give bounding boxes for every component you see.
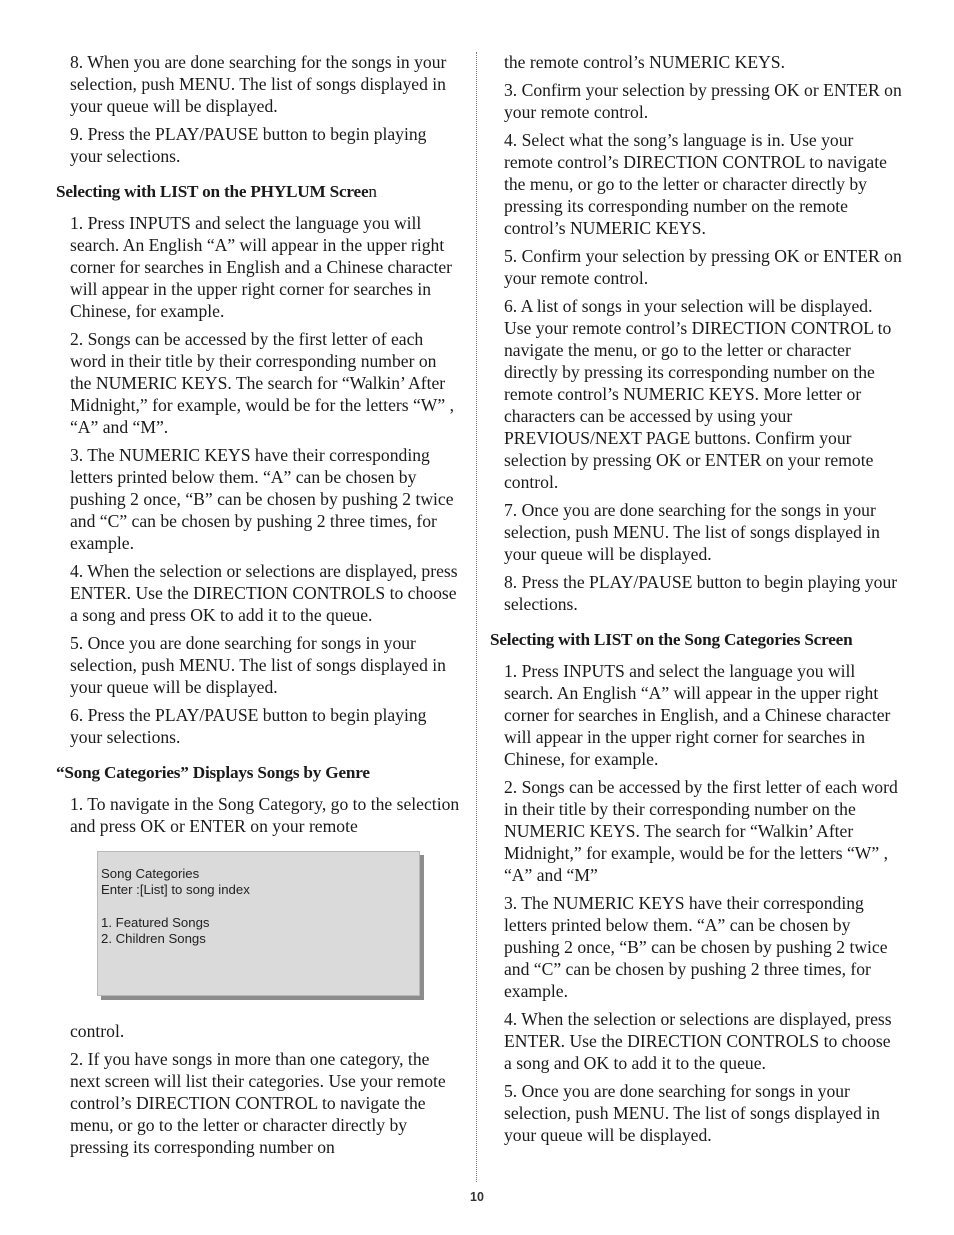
paragraph: 5. Once you are done searching for songs in your selection, push MENU. The list of songs displayed in your queue will be displayed.: [70, 633, 446, 697]
paragraph: 2. Songs can be accessed by the first letter of each word in their title by their corresponding number on the NUMERIC KEYS. The search for “Walkin’ After Midnight,” for example, would be for the letters “W” , “A” and “M”.: [70, 329, 455, 437]
section-heading: [56, 181, 461, 203]
paragraph: the remote control’s NUMERIC KEYS.: [504, 52, 785, 72]
paragraph: 6. Press the PLAY/PAUSE button to begin playing your selections.: [70, 705, 427, 747]
screen-option: 2. Children Songs: [101, 931, 206, 946]
paragraph: 6. A list of songs in your selection will be displayed. Use your remote control’s DIRECTION CONTROL to navigate the menu, or go to the letter or character directly by pressing its corresponding number on the remote control’s NUMERIC KEYS. More letter or characters can be accessed by using your PREVIOUS/NEXT PAGE buttons. Confirm your selection by pressing OK or ENTER on your remote control.: [504, 296, 892, 492]
paragraph: 5. Once you are done searching for songs in your selection, push MENU. The list of songs displayed in your queue will be displayed.: [504, 1081, 880, 1145]
column-divider: [476, 52, 477, 1182]
paragraph: 3. Confirm your selection by pressing OK or ENTER on your remote control.: [504, 80, 902, 122]
paragraph: control.: [70, 1021, 125, 1041]
paragraph: 1. Press INPUTS and select the language you will search. An English “A” will appear in the upper right corner for searches in English and a Chinese character will appear in the upper right corner for searches in Chinese, for example.: [70, 213, 453, 321]
left-column: [56, 51, 461, 1164]
paragraph: 4. When the selection or selections are displayed, press ENTER. Use the DIRECTION CONTROLS to choose a song and press OK to add it to the queue.: [70, 561, 458, 625]
paragraph: 4. Select what the song’s language is in. Use your remote control’s DIRECTION CONTROL to navigate the menu, or go to the letter or character directly by pressing its corresponding number on the remote control’s NUMERIC KEYS.: [504, 130, 887, 238]
paragraph: 3. The NUMERIC KEYS have their corresponding letters printed below them. “A” can be chosen by pushing 2 once, “B” can be chosen by pushing 2 twice and “C” can be chosen by pushing 2 three times, for example.: [70, 445, 454, 553]
page-number: 10: [470, 1190, 484, 1204]
paragraph: 1. To navigate in the Song Category, go to the selection and press OK or ENTER on your remote: [70, 794, 460, 836]
paragraph: 2. Songs can be accessed by the first letter of each word in their title by their corresponding number on the NUMERIC KEYS. The search for “Walkin’ After Midnight,” for example, would be for the letters “W” , “A” and “M”: [504, 777, 898, 885]
song-categories-screen: [97, 851, 420, 996]
section-heading-tail: n: [368, 182, 377, 201]
paragraph: 8. Press the PLAY/PAUSE button to begin playing your selections.: [504, 572, 898, 614]
screen-title: Song Categories: [101, 866, 200, 881]
section-heading: “Song Categories” Displays Songs by Genre: [56, 763, 370, 782]
paragraph: 7. Once you are done searching for the songs in your selection, push MENU. The list of songs displayed in your queue will be displayed.: [504, 500, 880, 564]
section-heading: Selecting with LIST on the Song Categories Screen: [490, 630, 853, 649]
paragraph: 9. Press the PLAY/PAUSE button to begin playing your selections.: [70, 124, 427, 166]
paragraph: 3. The NUMERIC KEYS have their corresponding letters printed below them. “A” can be chosen by pushing 2 once, “B” can be chosen by pushing 2 twice and “C” can be chosen by pushing 2 three times, for example.: [504, 893, 888, 1001]
paragraph: 8. When you are done searching for the songs in your selection, push MENU. The list of songs displayed in your queue will be displayed.: [70, 52, 447, 116]
paragraph: 1. Press INPUTS and select the language you will search. An English “A” will appear in the upper right corner for searches in English, and a Chinese character will appear in the upper right corner for searches in Chinese, for example.: [504, 661, 891, 769]
paragraph: 2. If you have songs in more than one category, the next screen will list their categories. Use your remote control’s DIRECTION CONTROL to navigate the menu, or go to the letter or character directly by pressing its corresponding number on: [70, 1049, 446, 1157]
screen-subtitle: Enter :[List] to song index: [101, 882, 250, 897]
paragraph: 4. When the selection or selections are displayed, press ENTER. Use the DIRECTION CONTROLS to choose a song and OK to add it to the queue.: [504, 1009, 892, 1073]
paragraph: 5. Confirm your selection by pressing OK or ENTER on your remote control.: [504, 246, 902, 288]
screen-option: 1. Featured Songs: [101, 915, 210, 930]
section-heading-text: Selecting with LIST on the PHYLUM Scree: [56, 182, 369, 201]
right-column: [490, 51, 902, 1152]
